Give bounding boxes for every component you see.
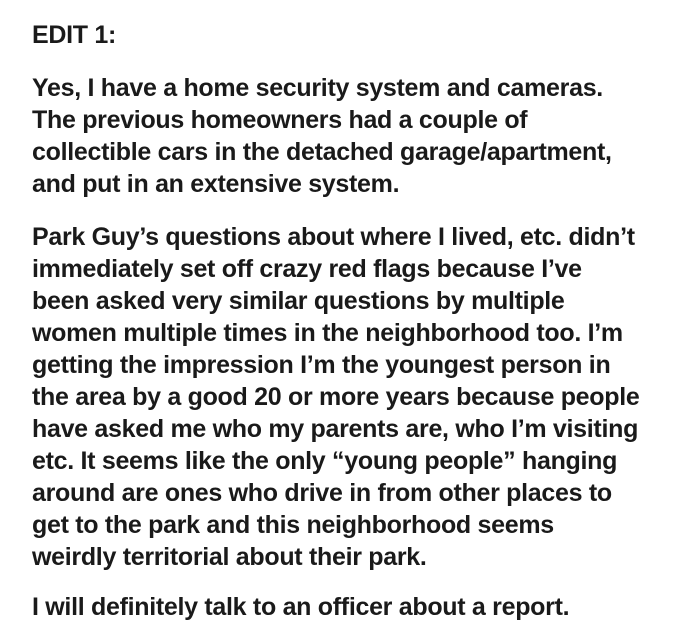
paragraph-line: Yes, I have a home security system and cameras. xyxy=(32,74,603,102)
paragraph-line: etc. It seems like the only “young people” hanging xyxy=(32,447,618,475)
paragraph-line: around are ones who drive in from other places to xyxy=(32,479,612,507)
paragraph-line: Park Guy’s questions about where I lived, etc. didn’t xyxy=(32,223,635,251)
paragraph-security-system xyxy=(32,72,612,200)
paragraph-officer-report xyxy=(32,591,569,623)
paragraph-line: and put in an extensive system. xyxy=(32,170,400,198)
paragraph-line: I will definitely talk to an officer about a report. xyxy=(32,593,570,621)
paragraph-line: weirdly territorial about their park. xyxy=(32,543,427,571)
paragraph-line: the area by a good 20 or more years because people xyxy=(32,383,640,411)
paragraph-line: been asked very similar questions by multiple xyxy=(32,287,565,315)
paragraph-line: immediately set off crazy red flags because I’ve xyxy=(32,255,582,283)
paragraph-line: get to the park and this neighborhood seems xyxy=(32,511,554,539)
paragraph-line: The previous homeowners had a couple of xyxy=(32,106,528,134)
paragraph-park-guy xyxy=(32,221,639,573)
edit-heading: EDIT 1: xyxy=(32,21,117,49)
paragraph-line: getting the impression I’m the youngest person in xyxy=(32,351,611,379)
paragraph-line: have asked me who my parents are, who I’m visiting xyxy=(32,415,639,443)
paragraph-line: collectible cars in the detached garage/apartment, xyxy=(32,138,612,166)
paragraph-line: women multiple times in the neighborhood too. I’m xyxy=(32,319,623,347)
